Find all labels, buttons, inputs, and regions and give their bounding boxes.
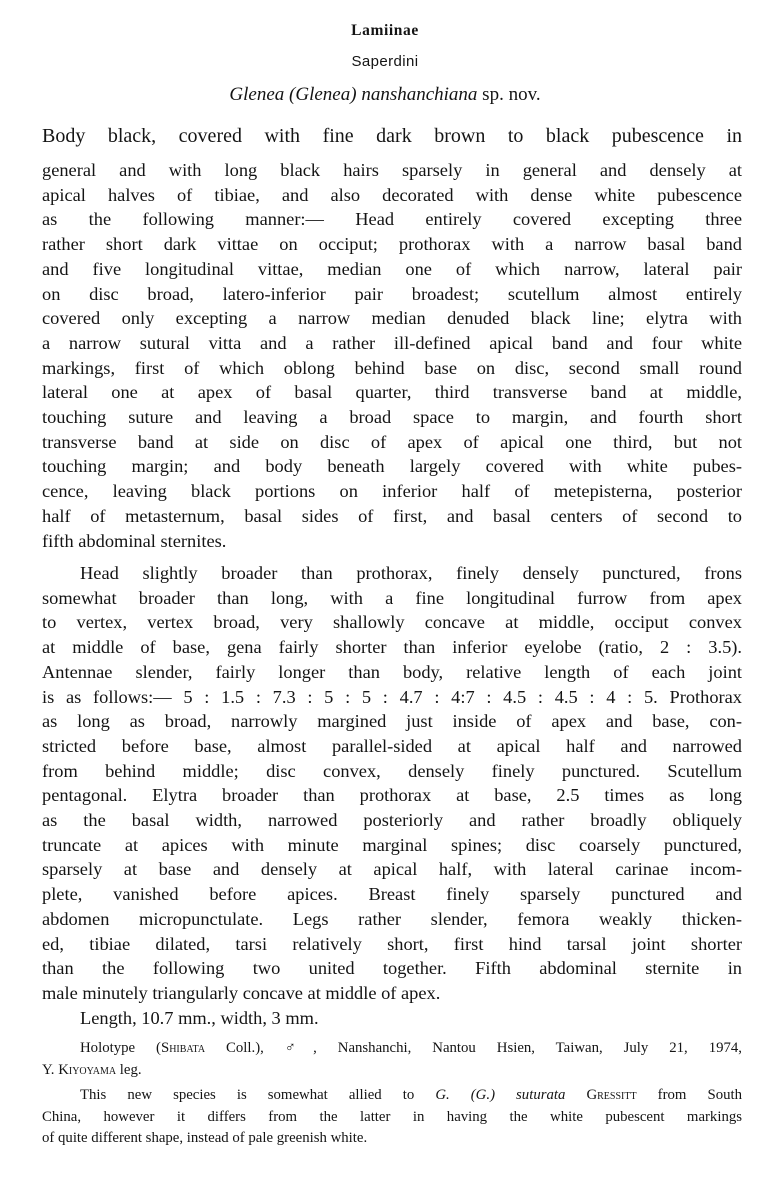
text-line: and five longitudinal vittae, median one of which narrow, lateral pair <box>42 258 742 279</box>
genus-name: Glenea <box>229 84 285 105</box>
text-line: at middle of base, gena fairly shorter than inferior eyelobe (ratio, 2 : 3.5). <box>42 637 742 658</box>
text-line: to vertex, vertex broad, very shallowly concave at middle, occiput convex <box>42 612 742 633</box>
text-line: half of metasternum, basal sides of first, and basal centers of second to <box>42 505 742 526</box>
tribe-heading: Saperdini <box>351 53 419 70</box>
text-line: touching margin; and body beneath largely covered with white pubes- <box>42 456 742 477</box>
text-line: abdomen micropunctulate. Legs rather slender, femora weakly thicken- <box>42 908 742 929</box>
subfamily-heading: Lamiinae <box>351 22 419 39</box>
text-line: on disc broad, latero-inferior pair broadest; scutellum almost entirely <box>42 283 742 304</box>
text-line: covered only excepting a narrow median denuded black line; elytra with <box>42 308 742 329</box>
text-line: truncate at apices with minute marginal spines; disc coarsely punctured, <box>42 834 742 855</box>
remarks-line-3: of quite different shape, instead of pale greenish white. <box>42 1130 368 1146</box>
text-line: stricted before base, almost parallel-sided at apical half and narrowed <box>42 735 742 756</box>
taxon-author: Gressitt <box>586 1087 637 1103</box>
text-line: fifth abdominal sternites. <box>42 530 227 551</box>
collector-name: Shibata <box>160 1040 206 1056</box>
legator-name: Kiyoyama <box>58 1061 117 1078</box>
text-line: markings, first of which oblong behind base on disc, second small round <box>42 357 742 378</box>
text-line: Head slightly broader than prothorax, finely densely punctured, frons <box>80 563 742 583</box>
text-line: apical halves of tibiae, and also decorated with dense white pubescence <box>42 184 742 205</box>
text-line: a narrow sutural vitta and a rather ill-defined apical band and four white <box>42 332 742 353</box>
description-paragraph-2 <box>42 561 742 1030</box>
text-line: plete, vanished before apices. Breast finely sparsely punctured and <box>42 884 742 905</box>
remarks-line-2: China, however it differs from the latter in having the white pubescent markings <box>42 1108 742 1125</box>
text-line: male minutely triangularly concave at middle of apex. <box>42 982 441 1003</box>
text-line: is as follows:— 5 : 1.5 : 7.3 : 5 : 5 : 4.7 : 4:7 : 4.5 : 4.5 : 4 : 5. Prothorax <box>42 686 742 707</box>
remarks-line-1: This new species is somewhat allied to G. (G.) suturata Gressitt from South <box>80 1087 743 1103</box>
text-line: as long as broad, narrowly margined just inside of apex and base, con- <box>42 711 742 732</box>
holotype-label: Holotype <box>80 1040 136 1056</box>
measurements: Length, 10.7 mm., width, 3 mm. <box>80 1007 319 1028</box>
text-line: lateral one at apex of basal quarter, third transverse band at middle, <box>42 382 742 403</box>
related-taxon: G. (G.) suturata <box>435 1087 566 1103</box>
text-line: touching suture and leaving a broad space to margin, and fourth short <box>42 407 742 428</box>
text-line: ed, tibiae dilated, tarsi relatively short, first hind tarsal joint shorter <box>42 933 742 954</box>
text-line: Body black, covered with fine dark brown to black pubescence in <box>42 125 742 147</box>
text-line: as the basal width, narrowed posteriorly and rather broadly obliquely <box>42 810 742 831</box>
holotype-block <box>42 1038 742 1081</box>
description-paragraph-1 <box>42 124 742 149</box>
text-line: pentagonal. Elytra broader than prothorax at base, 2.5 times as long <box>42 785 742 806</box>
species-epithet: nanshanchiana <box>361 84 478 105</box>
subgenus-name: (Glenea) <box>289 84 357 105</box>
text-line: sparsely at base and densely at apical half, with lateral carinae incom- <box>42 859 742 880</box>
text-line: Antennae slender, fairly longer than body, relative length of each joint <box>42 661 742 682</box>
text-line: than the following two united together. Fifth abdominal sternite in <box>42 958 742 979</box>
holotype-line-1: Holotype (Shibata Coll.), ♂, Nanshanchi, Nantou Hsien, Taiwan, July 21, 1974, <box>80 1040 742 1056</box>
text-line: as the following manner:— Head entirely covered excepting three <box>42 209 742 230</box>
text-line: from behind middle; disc convex, densely finely punctured. Scutellum <box>42 760 742 781</box>
remarks-block <box>42 1085 742 1150</box>
species-title <box>0 84 770 106</box>
text-line: rather short dark vittae on occiput; prothorax with a narrow basal band <box>42 234 742 255</box>
text-line: transverse band at side on disc of apex of apical one third, but not <box>42 431 742 452</box>
holotype-line-2: Y. Kiyoyama leg. <box>42 1061 142 1078</box>
description-paragraph-1-cont <box>42 158 742 553</box>
text-line: somewhat broader than long, with a fine longitudinal furrow from apex <box>42 587 742 608</box>
species-status: sp. nov. <box>482 84 541 105</box>
text-line: general and with long black hairs sparsely in general and densely at <box>42 160 742 180</box>
text-line: cence, leaving black portions on inferior half of metepisterna, posterior <box>42 481 742 502</box>
